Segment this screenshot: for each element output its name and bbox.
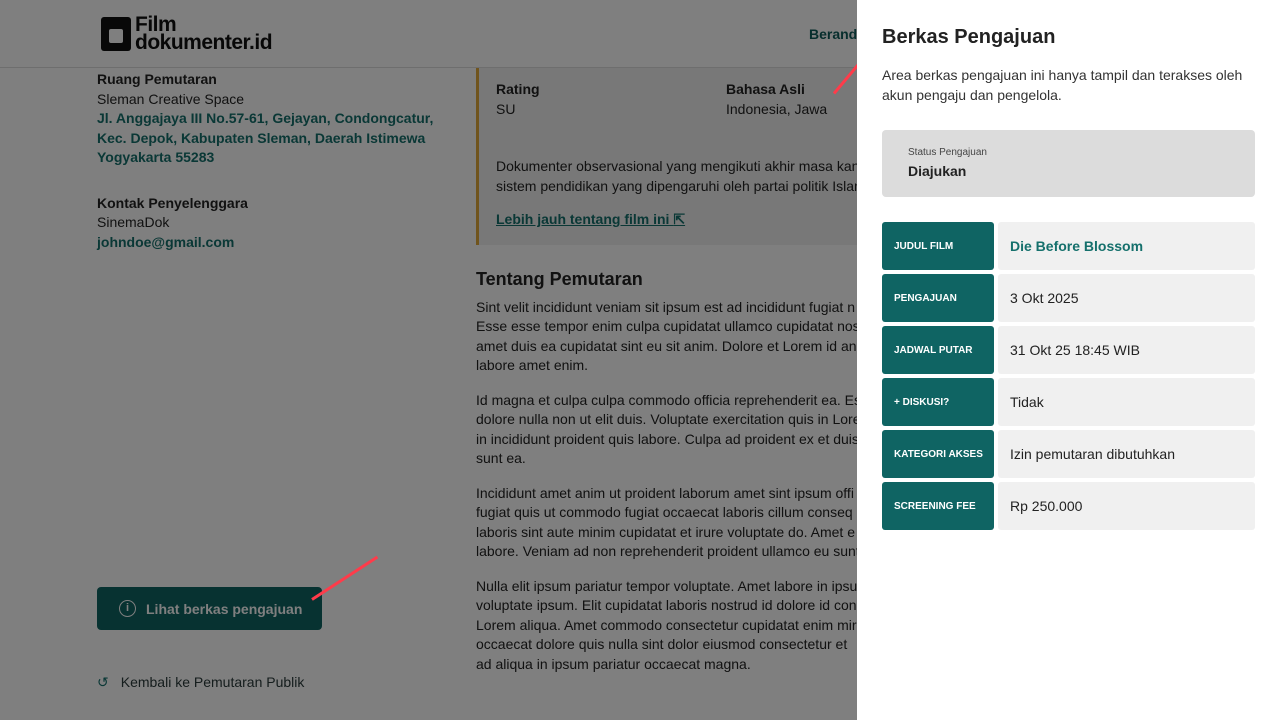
detail-row <box>882 326 1255 374</box>
status-value: Diajukan <box>908 163 967 179</box>
submission-drawer <box>857 0 1280 720</box>
status-label: Status Pengajuan <box>908 147 987 158</box>
detail-key: PENGAJUAN <box>882 274 994 322</box>
drawer-title: Berkas Pengajuan <box>882 26 1056 48</box>
detail-row <box>882 430 1255 478</box>
detail-key: SCREENING FEE <box>882 482 994 530</box>
drawer-intro: Area berkas pengajuan ini hanya tampil dan terakses oleh akun pengaju dan pengelola. <box>882 67 1243 103</box>
detail-value: Rp 250.000 <box>998 482 1255 530</box>
detail-key: KATEGORI AKSES <box>882 430 994 478</box>
detail-value: 31 Okt 25 18:45 WIB <box>998 326 1255 374</box>
detail-value: Izin pemutaran dibutuhkan <box>998 430 1255 478</box>
detail-key: + DISKUSI? <box>882 378 994 426</box>
detail-row <box>882 378 1255 426</box>
detail-value: Tidak <box>998 378 1255 426</box>
detail-row <box>882 222 1255 270</box>
detail-row <box>882 482 1255 530</box>
detail-row <box>882 274 1255 322</box>
detail-key: JADWAL PUTAR <box>882 326 994 374</box>
status-box <box>882 130 1255 197</box>
detail-key: JUDUL FILM <box>882 222 994 270</box>
submission-details <box>882 222 1255 530</box>
film-title-link[interactable]: Die Before Blossom <box>998 222 1255 270</box>
detail-value: 3 Okt 2025 <box>998 274 1255 322</box>
